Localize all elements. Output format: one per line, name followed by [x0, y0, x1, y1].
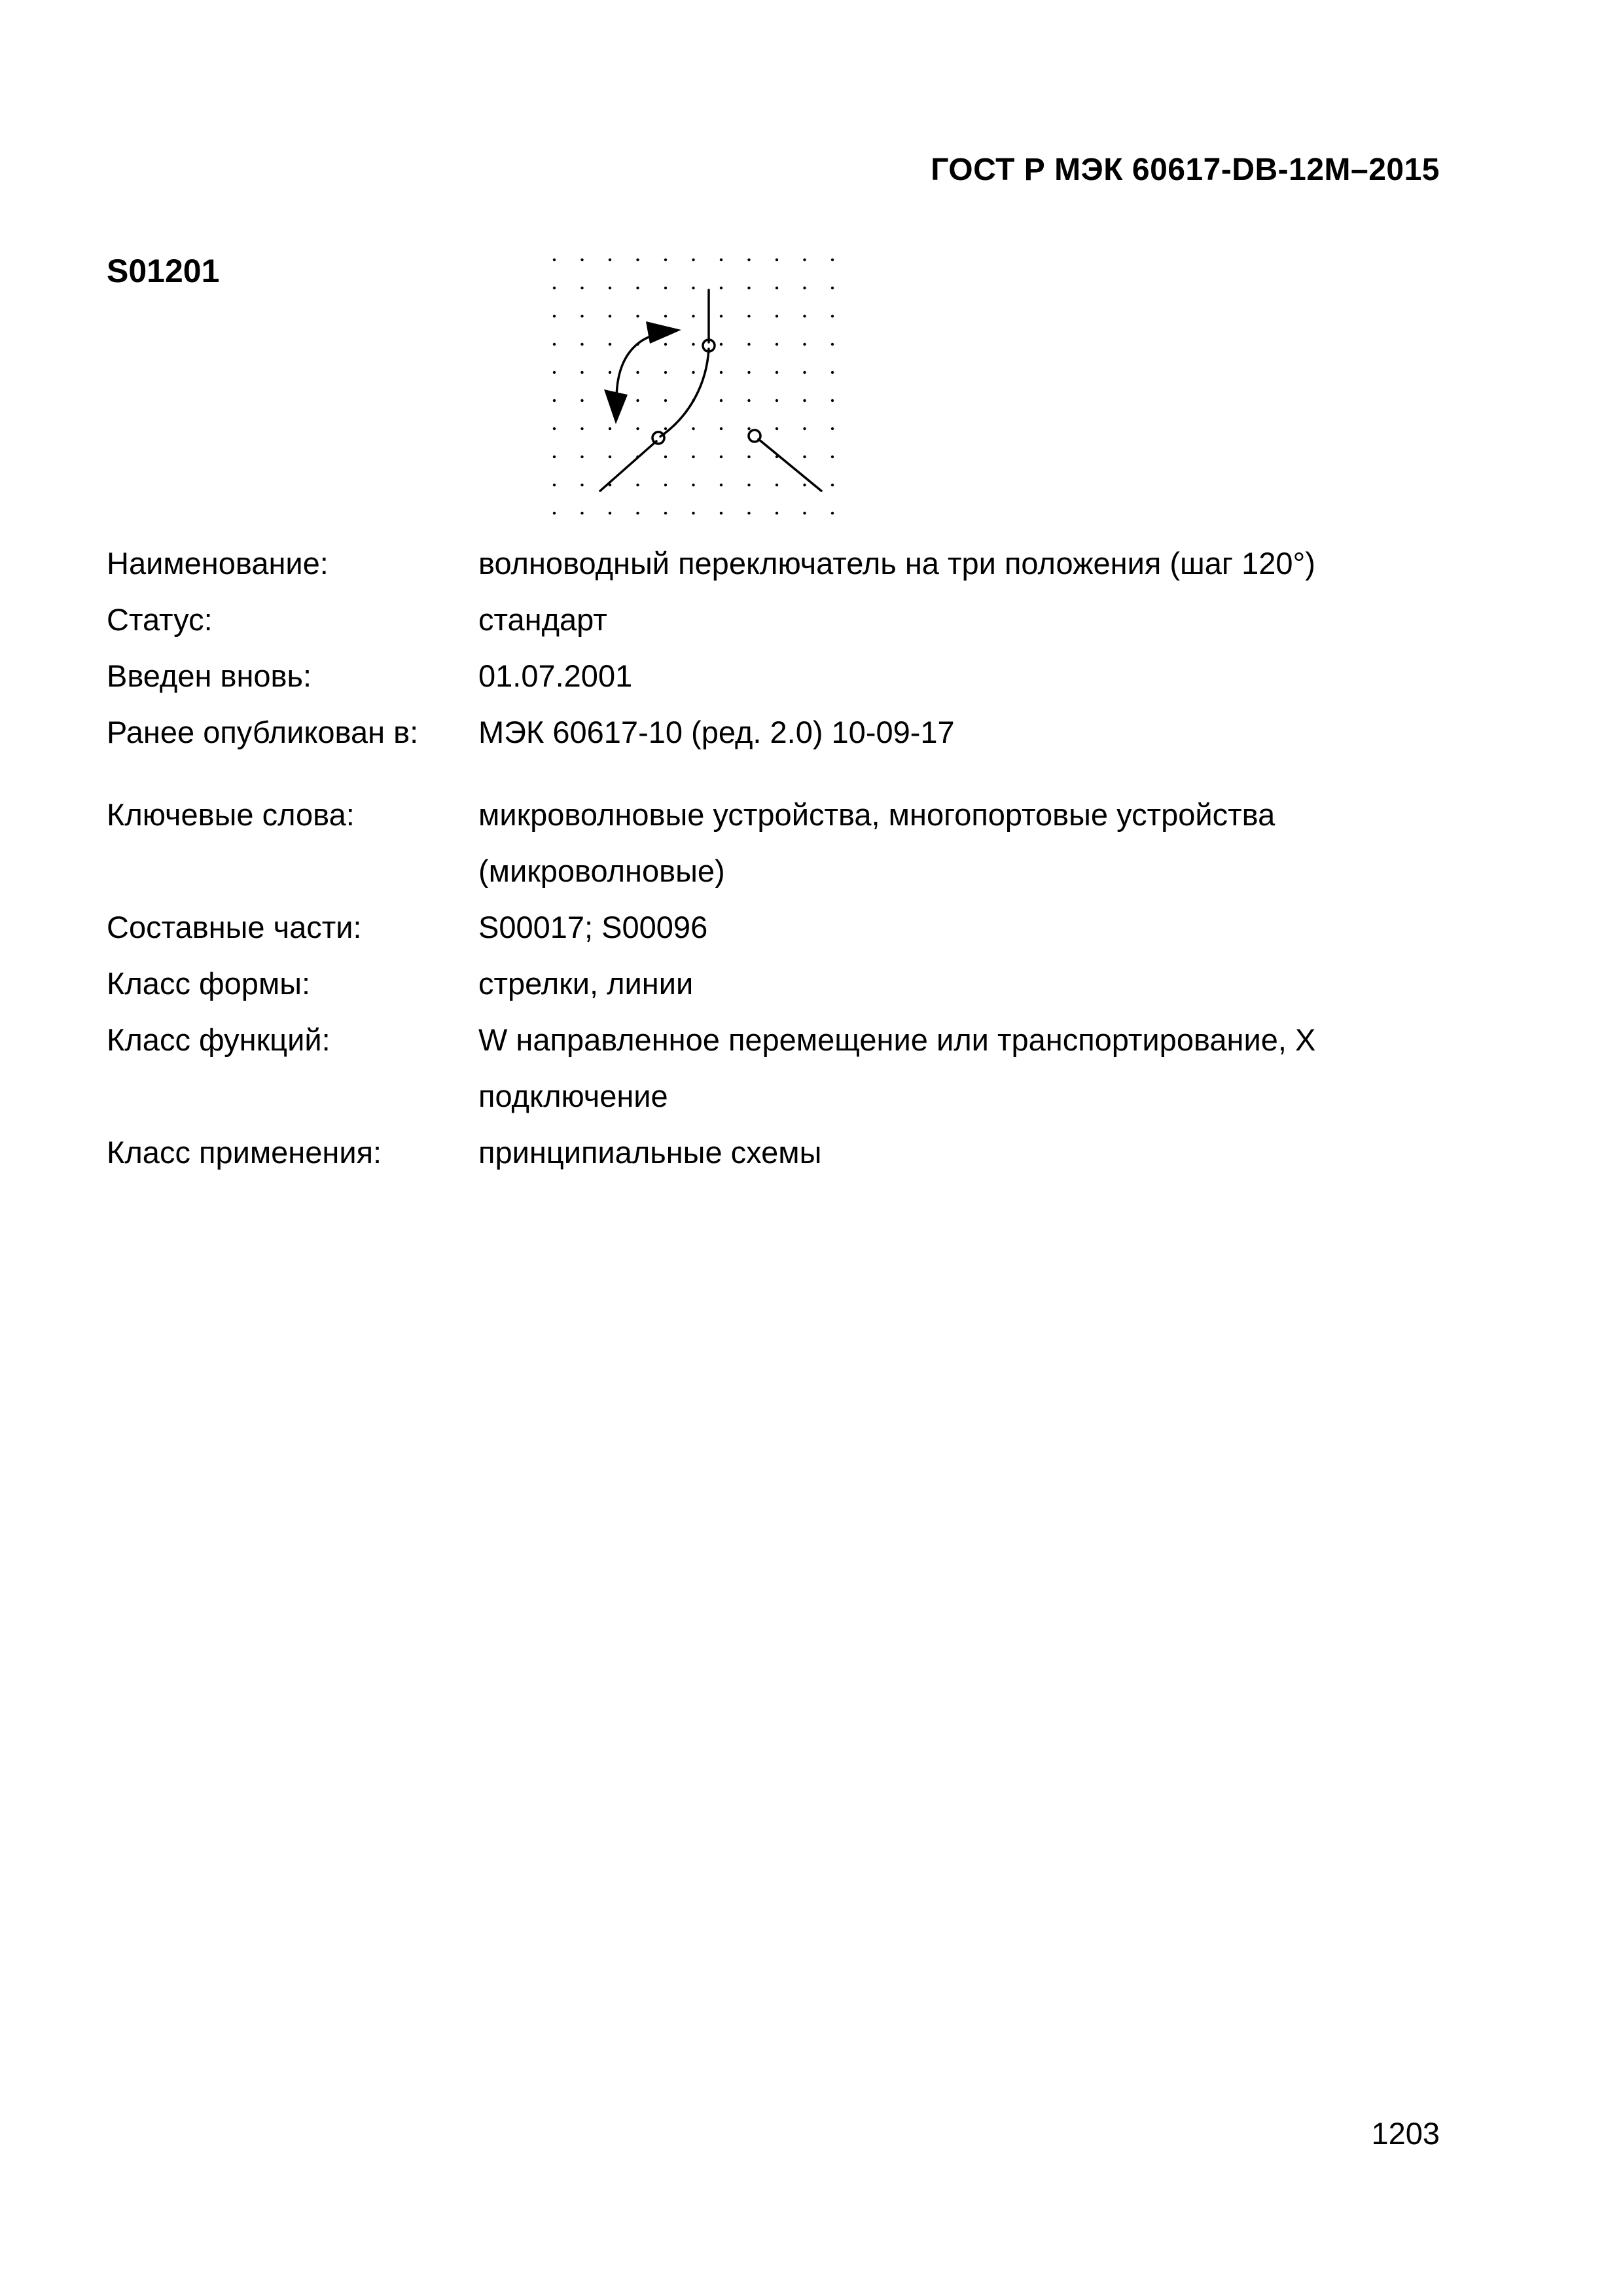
- attr-row-application-class: [107, 1124, 1481, 1181]
- attr-value: принципиальные схемы: [478, 1135, 822, 1170]
- attr-label: Статус:: [107, 602, 213, 637]
- attr-label: Класс формы:: [107, 966, 311, 1001]
- waveguide-switch-three-position-symbol-icon: [546, 252, 861, 527]
- attr-label: Составные части:: [107, 910, 362, 944]
- attr-value: 01.07.2001: [478, 658, 633, 693]
- attr-row-function-class: [107, 1012, 1481, 1124]
- attr-label: Введен вновь:: [107, 658, 312, 693]
- standard-title: ГОСТ Р МЭК 60617-DB-12M–2015: [931, 152, 1440, 187]
- attr-value: S00017; S00096: [478, 910, 708, 944]
- attr-label: Класс применения:: [107, 1135, 382, 1170]
- attr-value: МЭК 60617-10 (ред. 2.0) 10-09-17: [478, 715, 955, 749]
- symbol-code: S01201: [107, 253, 220, 289]
- attr-row-keywords: [107, 787, 1481, 899]
- attr-row-shape-class: [107, 956, 1481, 1012]
- attr-row-status: [107, 592, 1481, 648]
- attribute-list: [107, 535, 1481, 1181]
- attr-value: стрелки, линии: [478, 966, 694, 1001]
- attr-label: Класс функций:: [107, 1022, 330, 1057]
- attr-label: Наименование:: [107, 546, 329, 581]
- attr-row-previously-published: [107, 704, 1481, 761]
- page-number: 1203: [1371, 2116, 1440, 2151]
- attr-value: W направленное перемещение или транспортирование, X подключение: [478, 1022, 1316, 1113]
- attr-value: волноводный переключатель на три положения (шаг 120°): [478, 546, 1315, 581]
- attr-row-components: [107, 899, 1481, 956]
- attr-value: микроволновые устройства, многопортовые устройства (микроволновые): [478, 797, 1275, 888]
- attr-value: стандарт: [478, 602, 607, 637]
- attr-row-name: [107, 535, 1481, 592]
- attr-label: Ключевые слова:: [107, 797, 355, 832]
- attr-label: Ранее опубликован в:: [107, 715, 419, 749]
- attr-row-introduced: [107, 648, 1481, 704]
